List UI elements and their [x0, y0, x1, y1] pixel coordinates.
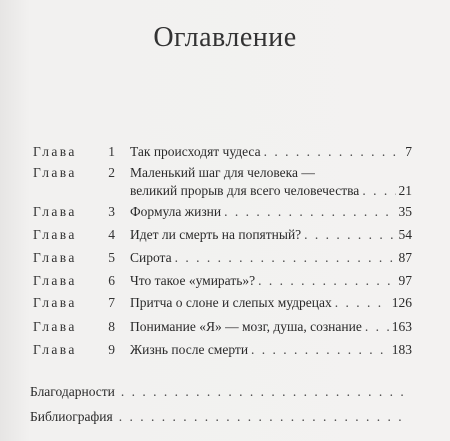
page-number: 163: [391, 319, 412, 334]
chapter-number: 8: [108, 319, 115, 334]
page-title: Оглавление: [153, 22, 297, 53]
chapter-number: 1: [108, 144, 115, 159]
toc-row: [0, 272, 450, 290]
chapter-title: Идет ли смерть на попятный?: [130, 227, 302, 242]
toc-row: [0, 249, 450, 267]
chapter-number: 5: [108, 250, 115, 265]
page-number: 97: [398, 273, 412, 288]
chapter-title: Формула жизни: [130, 204, 222, 219]
page-number: 7: [405, 144, 412, 159]
toc-row: [0, 203, 450, 221]
toc-row: [0, 294, 450, 312]
chapter-number: 2: [108, 165, 115, 180]
extra-title: Библиография: [30, 409, 113, 424]
chapter-word: Глава: [33, 295, 77, 310]
chapter-title: Притча о слоне и слепых мудрецах: [130, 295, 332, 310]
dot-leader: [119, 408, 409, 426]
page-number: 87: [398, 250, 412, 265]
chapter-title: Что такое «умирать»?: [130, 273, 256, 288]
chapter-word: Глава: [33, 165, 77, 180]
extra-title: Благодарности: [30, 384, 115, 399]
page-number: 21: [398, 183, 412, 198]
toc-row: [0, 341, 450, 359]
toc-row: [0, 164, 450, 204]
dot-leader: [304, 226, 395, 244]
chapter-word: Глава: [33, 250, 77, 265]
chapter-title: Понимание «Я» — мозг, душа, сознание: [130, 319, 362, 334]
toc-row: [0, 318, 450, 336]
dot-leader: [362, 182, 395, 200]
toc-extra-row: [30, 408, 412, 426]
toc-row: [0, 226, 450, 244]
toc-extra-row: [30, 383, 412, 401]
chapter-word: Глава: [33, 144, 77, 159]
chapter-word: Глава: [33, 342, 77, 357]
dot-leader: [224, 203, 395, 221]
chapter-title: Сирота: [130, 250, 172, 265]
dot-leader: [121, 383, 409, 401]
chapter-number: 4: [108, 227, 115, 242]
dot-leader: [251, 341, 389, 359]
chapter-number: 6: [108, 273, 115, 288]
toc-row: [0, 143, 450, 161]
chapter-title-line1: Маленький шаг для человека —: [130, 165, 315, 180]
dot-leader: [175, 249, 396, 267]
chapter-word: Глава: [33, 227, 77, 242]
chapter-number: 9: [108, 342, 115, 357]
dot-leader: [264, 143, 403, 161]
chapter-title: великий прорыв для всего человечества: [130, 183, 360, 198]
page-number: 35: [398, 204, 412, 219]
chapter-number: 7: [108, 295, 115, 310]
dot-leader: [365, 318, 389, 336]
chapter-title: Так происходят чудеса: [130, 144, 261, 159]
chapter-word: Глава: [33, 273, 77, 288]
dot-leader: [258, 272, 395, 290]
chapter-word: Глава: [33, 319, 77, 334]
page-number: 183: [391, 342, 412, 357]
dot-leader: [335, 294, 389, 312]
page-number: 54: [398, 227, 412, 242]
chapter-word: Глава: [33, 204, 77, 219]
chapter-number: 3: [108, 204, 115, 219]
chapter-title: Жизнь после смерти: [130, 342, 249, 357]
page-number: 126: [391, 295, 412, 310]
